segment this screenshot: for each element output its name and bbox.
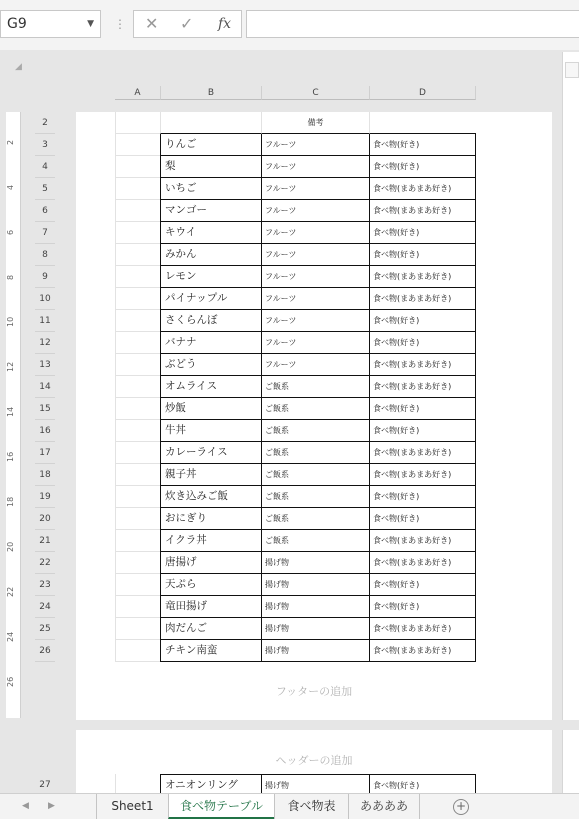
cell-a[interactable]	[115, 618, 160, 640]
cell-preference[interactable]: 食べ物(まあまあ好き)	[369, 288, 476, 310]
cell-category[interactable]: ご飯系	[261, 486, 369, 508]
ruler-label: 12	[6, 361, 15, 373]
row-header[interactable]: 6	[35, 200, 55, 222]
formula-bar	[0, 0, 579, 50]
tab-scroll-right-icon[interactable]: ▶	[48, 801, 55, 811]
cell-preference[interactable]: 食べ物(まあまあ好き)	[369, 376, 476, 398]
cell-food-name[interactable]: 牛丼	[160, 420, 261, 442]
cell-food-name[interactable]: いちご	[160, 178, 261, 200]
name-box-value: G9	[7, 16, 27, 32]
cell-a[interactable]	[115, 442, 160, 464]
cell-a[interactable]	[115, 156, 160, 178]
cell-a[interactable]	[115, 508, 160, 530]
row-header[interactable]: 25	[35, 618, 55, 640]
cell-food-name[interactable]: イクラ丼	[160, 530, 261, 552]
cell-a[interactable]	[115, 486, 160, 508]
cell-food-name[interactable]: 梨	[160, 156, 261, 178]
row-header[interactable]: 12	[35, 332, 55, 354]
more-icon[interactable]: ⋮	[114, 17, 126, 31]
cell-category[interactable]: 揚げ物	[261, 618, 369, 640]
cell-a[interactable]	[115, 266, 160, 288]
cell-a[interactable]	[115, 244, 160, 266]
row-header[interactable]: 16	[35, 420, 55, 442]
row-header[interactable]: 4	[35, 156, 55, 178]
cell-preference[interactable]: 食べ物(好き)	[369, 508, 476, 530]
cell-category[interactable]: フルーツ	[261, 354, 369, 376]
cell-food-name[interactable]: バナナ	[160, 332, 261, 354]
tab-sheet1[interactable]: Sheet1	[96, 794, 168, 819]
row-header[interactable]: 27	[35, 774, 55, 796]
cell-preference[interactable]: 食べ物(好き)	[369, 134, 476, 156]
cell-a[interactable]	[115, 134, 160, 156]
cell-category[interactable]: フルーツ	[261, 178, 369, 200]
cell-food-name[interactable]: ぶどう	[160, 354, 261, 376]
cell-preference[interactable]: 食べ物(好き)	[369, 244, 476, 266]
cell-food-name[interactable]: 肉だんご	[160, 618, 261, 640]
tab-food-list[interactable]: 食べ物表	[274, 794, 348, 819]
cell-category[interactable]: フルーツ	[261, 244, 369, 266]
row-header[interactable]: 5	[35, 178, 55, 200]
next-page-corner	[565, 62, 579, 78]
ruler-label: 22	[6, 586, 15, 598]
cell-food-name[interactable]: みかん	[160, 244, 261, 266]
row-header[interactable]: 22	[35, 552, 55, 574]
cell-a[interactable]	[115, 398, 160, 420]
cancel-icon[interactable]: ✕	[145, 14, 159, 33]
chevron-down-icon[interactable]: ▼	[87, 19, 94, 29]
cell-preference[interactable]: 食べ物(まあまあ好き)	[369, 530, 476, 552]
tab-scroll-left-icon[interactable]: ◀	[22, 801, 29, 811]
ruler-label: 16	[6, 451, 15, 463]
cell-preference[interactable]: 食べ物(まあまあ好き)	[369, 354, 476, 376]
ruler-label: 18	[6, 496, 15, 508]
cell-food-name[interactable]: レモン	[160, 266, 261, 288]
cell-preference[interactable]: 食べ物(まあまあ好き)	[369, 552, 476, 574]
cell-a[interactable]	[115, 354, 160, 376]
cell-preference[interactable]: 食べ物(まあまあ好き)	[369, 640, 476, 662]
cell-category[interactable]: ご飯系	[261, 398, 369, 420]
cell-category[interactable]: フルーツ	[261, 332, 369, 354]
row-header[interactable]: 21	[35, 530, 55, 552]
next-page-preview-2	[562, 730, 579, 793]
ruler-label: 6	[6, 229, 15, 235]
add-footer[interactable]: フッターの追加	[275, 685, 353, 698]
cell-category[interactable]: フルーツ	[261, 310, 369, 332]
cell-food-name[interactable]: キウイ	[160, 222, 261, 244]
cell-preference[interactable]: 食べ物(好き)	[369, 486, 476, 508]
column-header-c[interactable]: C	[261, 86, 369, 100]
cell-category[interactable]: ご飯系	[261, 464, 369, 486]
add-sheet-icon[interactable]: +	[453, 799, 469, 815]
row-header[interactable]: 8	[35, 244, 55, 266]
cell-preference[interactable]: 食べ物(好き)	[369, 310, 476, 332]
cell-category[interactable]: ご飯系	[261, 376, 369, 398]
row-header[interactable]: 24	[35, 596, 55, 618]
cell-b[interactable]	[160, 112, 261, 134]
add-header[interactable]: ヘッダーの追加	[275, 754, 353, 767]
cell-a[interactable]	[115, 310, 160, 332]
row-header[interactable]: 23	[35, 574, 55, 596]
cell-food-name[interactable]: 炊き込みご飯	[160, 486, 261, 508]
row-header[interactable]: 7	[35, 222, 55, 244]
sheet-tab-bar	[0, 793, 579, 819]
tab-food-table[interactable]: 食べ物テーブル	[168, 794, 274, 819]
ruler-label: 2	[6, 139, 15, 145]
cell-a[interactable]	[115, 332, 160, 354]
cell-preference[interactable]: 食べ物(好き)	[369, 574, 476, 596]
check-icon[interactable]: ✓	[180, 14, 194, 33]
row-header[interactable]: 2	[35, 112, 55, 134]
cell-food-name[interactable]: パイナップル	[160, 288, 261, 310]
cell-food-name[interactable]: りんご	[160, 134, 261, 156]
cell-a[interactable]	[115, 552, 160, 574]
cell-c-header[interactable]: 備考	[261, 112, 369, 134]
cell-a[interactable]	[115, 640, 160, 662]
cell-a[interactable]	[115, 596, 160, 618]
cell-preference[interactable]: 食べ物(好き)	[369, 398, 476, 420]
function-icon[interactable]: fx	[218, 16, 232, 32]
cell-a[interactable]	[115, 420, 160, 442]
formula-input[interactable]	[246, 10, 579, 38]
row-header[interactable]: 10	[35, 288, 55, 310]
collapse-icon[interactable]: ◢	[15, 62, 22, 72]
row-header[interactable]: 20	[35, 508, 55, 530]
cell-a[interactable]	[115, 200, 160, 222]
cell-preference[interactable]: 食べ物(まあまあ好き)	[369, 464, 476, 486]
cell-food-name[interactable]: 炒飯	[160, 398, 261, 420]
row-header[interactable]: 9	[35, 266, 55, 288]
cell-category[interactable]: フルーツ	[261, 156, 369, 178]
cell-a[interactable]	[115, 464, 160, 486]
row-header[interactable]: 18	[35, 464, 55, 486]
cell-category[interactable]: 揚げ物	[261, 774, 369, 796]
cell-category[interactable]: 揚げ物	[261, 640, 369, 662]
cell-preference[interactable]: 食べ物(好き)	[369, 156, 476, 178]
cell-food-name[interactable]: 唐揚げ	[160, 552, 261, 574]
ruler-label: 24	[6, 631, 15, 643]
row-header[interactable]: 13	[35, 354, 55, 376]
row-header[interactable]: 26	[35, 640, 55, 662]
cell-preference[interactable]: 食べ物(まあまあ好き)	[369, 442, 476, 464]
cell-category[interactable]: 揚げ物	[261, 552, 369, 574]
cell-food-name[interactable]: さくらんぼ	[160, 310, 261, 332]
column-header-d[interactable]: D	[369, 86, 476, 100]
cell-category[interactable]: 揚げ物	[261, 596, 369, 618]
cell-food-name[interactable]: マンゴー	[160, 200, 261, 222]
ruler-label: 10	[6, 316, 15, 328]
cell-a[interactable]	[115, 222, 160, 244]
row-header[interactable]: 14	[35, 376, 55, 398]
ruler-label: 4	[6, 184, 15, 190]
cell-food-name[interactable]: チキン南蛮	[160, 640, 261, 662]
cell-preference[interactable]: 食べ物(まあまあ好き)	[369, 178, 476, 200]
cell-preference[interactable]: 食べ物(好き)	[369, 774, 476, 796]
column-header-b[interactable]: B	[160, 86, 261, 100]
cell-category[interactable]: フルーツ	[261, 222, 369, 244]
row-header[interactable]: 19	[35, 486, 55, 508]
row-header[interactable]: 15	[35, 398, 55, 420]
ruler-label: 20	[6, 541, 15, 553]
ruler-label: 26	[6, 676, 15, 688]
cell-food-name[interactable]: カレーライス	[160, 442, 261, 464]
cell-food-name[interactable]: オムライス	[160, 376, 261, 398]
cell-category[interactable]: ご飯系	[261, 530, 369, 552]
cell-food-name[interactable]: オニオンリング	[160, 774, 261, 796]
cell-category[interactable]: ご飯系	[261, 442, 369, 464]
cell-a[interactable]	[115, 530, 160, 552]
cell-category[interactable]: フルーツ	[261, 266, 369, 288]
cell-d[interactable]	[369, 112, 476, 134]
cell-a[interactable]	[115, 178, 160, 200]
ruler-label: 8	[6, 274, 15, 280]
cell-preference[interactable]: 食べ物(まあまあ好き)	[369, 266, 476, 288]
cell-food-name[interactable]: おにぎり	[160, 508, 261, 530]
cell-preference[interactable]: 食べ物(好き)	[369, 420, 476, 442]
next-page-preview	[562, 52, 579, 720]
cell-category[interactable]: フルーツ	[261, 134, 369, 156]
cell-a[interactable]	[115, 288, 160, 310]
cell-food-name[interactable]: 親子丼	[160, 464, 261, 486]
row-header[interactable]: 17	[35, 442, 55, 464]
cell-category[interactable]: フルーツ	[261, 200, 369, 222]
cell-a[interactable]	[115, 112, 160, 134]
row-header[interactable]: 11	[35, 310, 55, 332]
tab-aaaa[interactable]: ああああ	[348, 794, 420, 819]
name-box[interactable]	[0, 10, 101, 38]
cell-food-name[interactable]: 竜田揚げ	[160, 596, 261, 618]
cell-category[interactable]: ご飯系	[261, 508, 369, 530]
cell-preference[interactable]: 食べ物(好き)	[369, 222, 476, 244]
vertical-ruler	[6, 112, 21, 718]
cell-preference[interactable]: 食べ物(好き)	[369, 332, 476, 354]
formula-buttons	[133, 10, 242, 38]
cell-preference[interactable]: 食べ物(好き)	[369, 596, 476, 618]
cell-food-name[interactable]: 天ぷら	[160, 574, 261, 596]
cell-a[interactable]	[115, 376, 160, 398]
cell-category[interactable]: 揚げ物	[261, 574, 369, 596]
cell-a[interactable]	[115, 574, 160, 596]
cell-category[interactable]: フルーツ	[261, 288, 369, 310]
column-header-a[interactable]: A	[115, 86, 160, 100]
cell-category[interactable]: ご飯系	[261, 420, 369, 442]
ruler-label: 14	[6, 406, 15, 418]
row-header[interactable]: 3	[35, 134, 55, 156]
cell-preference[interactable]: 食べ物(まあまあ好き)	[369, 200, 476, 222]
cell-preference[interactable]: 食べ物(まあまあ好き)	[369, 618, 476, 640]
